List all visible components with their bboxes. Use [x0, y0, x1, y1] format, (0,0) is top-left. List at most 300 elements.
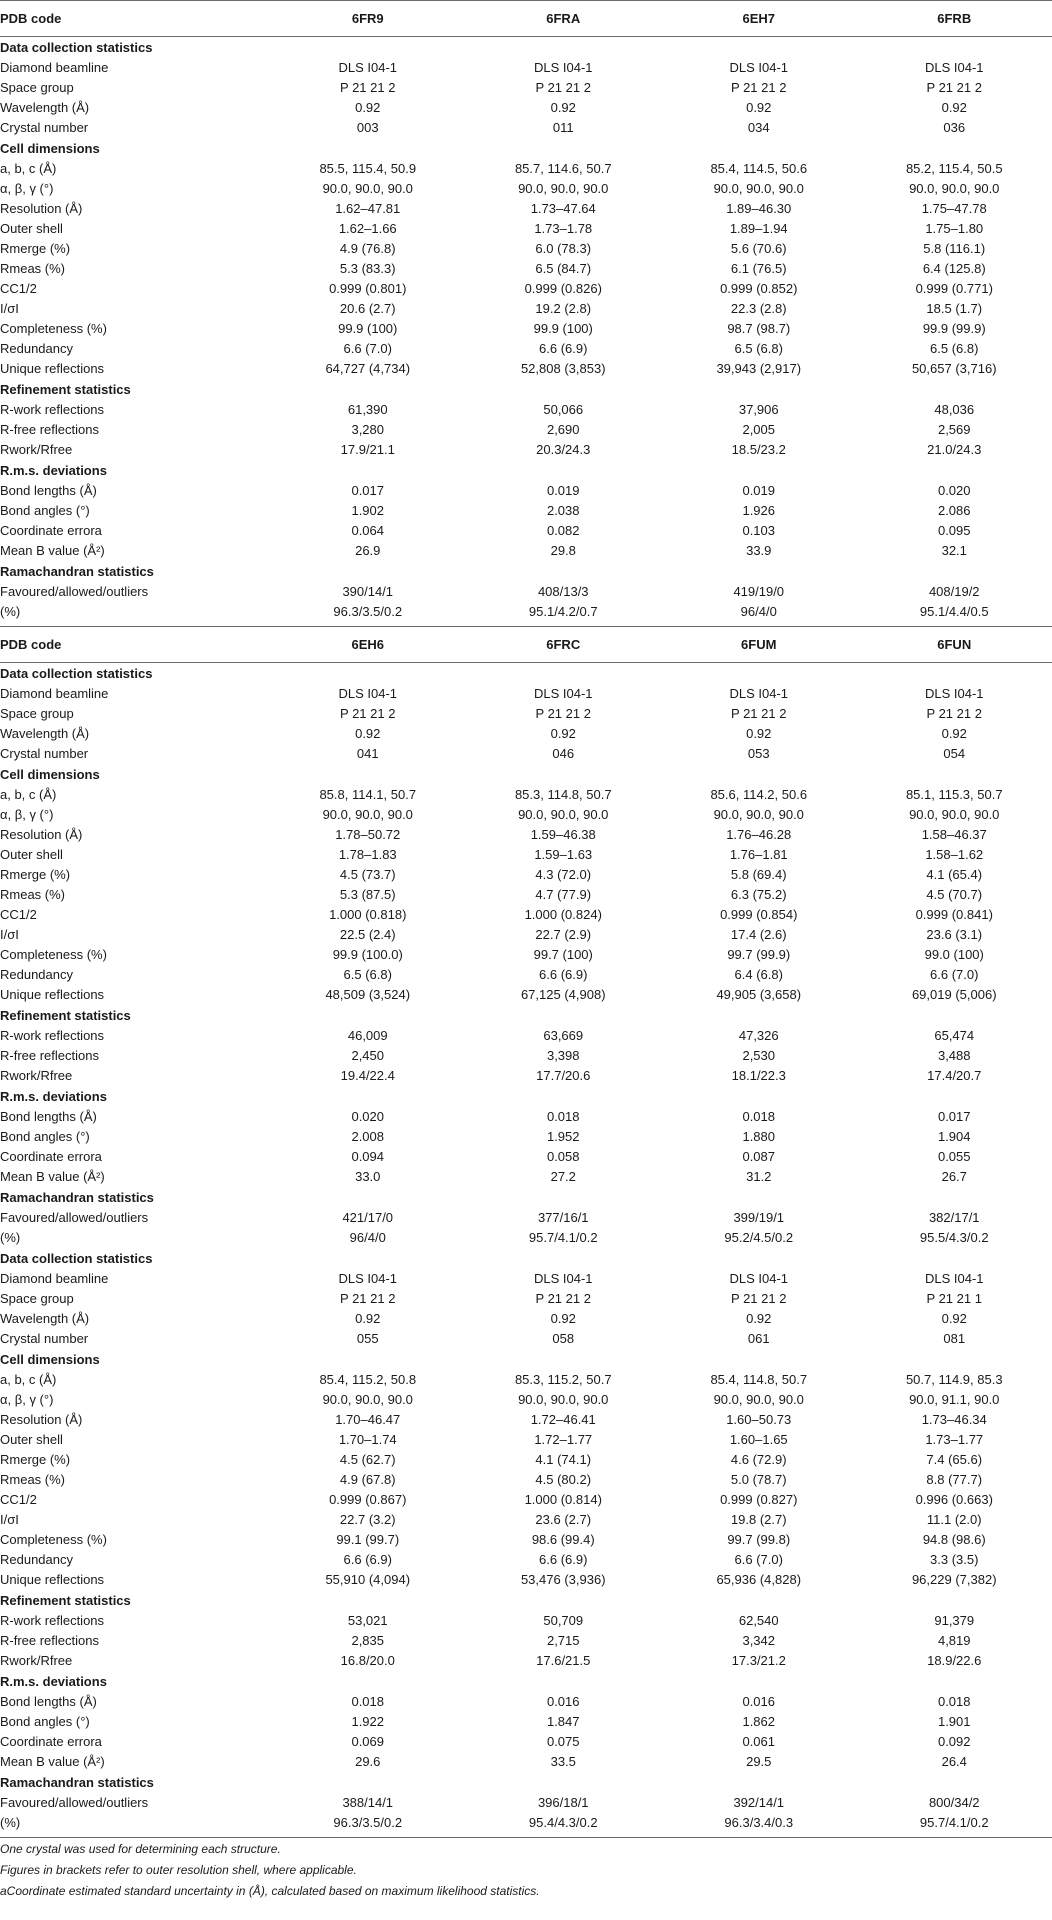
row-label: α, β, γ (°): [0, 807, 54, 822]
table-row: [0, 199, 1052, 219]
cell-value: 22.3 (2.8): [730, 301, 787, 316]
cell-value: 3,488: [937, 1048, 971, 1063]
cell-value: 33.0: [355, 1169, 381, 1184]
cell-value: 6.6 (6.9): [539, 967, 588, 982]
table-row: [0, 1026, 1052, 1046]
cell-value: 0.92: [941, 100, 967, 115]
cell-value: 95.4/4.3/0.2: [466, 1813, 662, 1838]
table-row: [0, 1490, 1052, 1510]
cell-value: 1.75–1.80: [925, 221, 984, 236]
cell-value: P 21 21 2: [340, 1291, 396, 1306]
section-title: Cell dimensions: [0, 141, 100, 156]
cell-value: 85.8, 114.1, 50.7: [319, 787, 417, 802]
cell-value: 1.73–1.78: [534, 221, 593, 236]
cell-value: 0.92: [550, 1311, 576, 1326]
cell-value: 053: [747, 746, 770, 761]
cell-value: DLS I04-1: [729, 60, 789, 75]
row-label: Favoured/allowed/outliers: [0, 584, 149, 599]
row-label: Resolution (Å): [0, 1412, 83, 1427]
cell-value: 4.6 (72.9): [730, 1452, 787, 1467]
cell-value: 1.60–50.73: [726, 1412, 792, 1427]
cell-value: 17.4 (2.6): [730, 927, 787, 942]
header-row: [0, 1, 1052, 37]
cell-value: 37,906: [738, 402, 779, 417]
section-title: Ramachandran statistics: [0, 1775, 154, 1790]
cell-value: 061: [747, 1331, 770, 1346]
table-row: [0, 1228, 1052, 1248]
row-label: a, b, c (Å): [0, 787, 57, 802]
cell-value: 0.996 (0.663): [915, 1492, 993, 1507]
cell-value: 91,379: [934, 1613, 975, 1628]
table-row: [0, 1370, 1052, 1390]
cell-value: 96/4/0: [349, 1230, 386, 1245]
cell-value: 081: [943, 1331, 966, 1346]
cell-value: 6.6 (7.0): [343, 341, 392, 356]
section-row: [0, 1671, 1052, 1692]
cell-value: 27.2: [550, 1169, 576, 1184]
cell-value: 96.3/3.5/0.2: [270, 1813, 466, 1838]
cell-value: 0.999 (0.854): [720, 907, 798, 922]
cell-value: 1.62–1.66: [338, 221, 397, 236]
pdb-code: 6EH6: [270, 627, 466, 663]
cell-value: 85.2, 115.4, 50.5: [905, 161, 1003, 176]
cell-value: 50,066: [543, 402, 584, 417]
table-row: [0, 521, 1052, 541]
cell-value: 33.9: [746, 543, 772, 558]
cell-value: 4.1 (74.1): [535, 1452, 592, 1467]
cell-value: 0.92: [746, 726, 772, 741]
cell-value: 48,036: [934, 402, 975, 417]
row-label: Favoured/allowed/outliers: [0, 1210, 149, 1225]
cell-value: 390/14/1: [342, 584, 394, 599]
table-row: [0, 684, 1052, 704]
cell-value: 4.9 (76.8): [339, 241, 396, 256]
row-label: Diamond beamline: [0, 60, 109, 75]
cell-value: 99.7 (100): [533, 947, 593, 962]
cell-value: 6.6 (7.0): [734, 1552, 783, 1567]
cell-value: 0.017: [937, 1109, 971, 1124]
cell-value: 2,690: [546, 422, 580, 437]
table-row: [0, 1470, 1052, 1490]
row-label: Wavelength (Å): [0, 726, 90, 741]
cell-value: 1.89–1.94: [729, 221, 788, 236]
cell-value: 055: [356, 1331, 379, 1346]
table-row: [0, 359, 1052, 379]
table-row: [0, 400, 1052, 420]
row-label: Rmeas (%): [0, 887, 66, 902]
table-row: [0, 1732, 1052, 1752]
cell-value: 65,936 (4,828): [716, 1572, 802, 1587]
row-label: CC1/2: [0, 1492, 37, 1507]
table-row: [0, 1752, 1052, 1772]
cell-value: 17.6/21.5: [536, 1653, 591, 1668]
cell-value: 0.92: [746, 100, 772, 115]
row-label: Wavelength (Å): [0, 1311, 90, 1326]
cell-value: 4.7 (77.9): [535, 887, 592, 902]
row-label: Mean B value (Å²): [0, 1169, 105, 1184]
row-label: (%): [0, 1813, 270, 1838]
cell-value: 046: [552, 746, 575, 761]
table-row: [0, 785, 1052, 805]
row-label: R-work reflections: [0, 402, 105, 417]
table-row: [0, 1430, 1052, 1450]
cell-value: 1.952: [546, 1129, 580, 1144]
cell-value: 0.103: [742, 523, 776, 538]
cell-value: 4.1 (65.4): [926, 867, 983, 882]
cell-value: 0.018: [742, 1109, 776, 1124]
cell-value: 0.075: [546, 1734, 580, 1749]
table-row: [0, 1450, 1052, 1470]
cell-value: 33.5: [550, 1754, 576, 1769]
cell-value: 90.0, 90.0, 90.0: [909, 807, 1000, 822]
cell-value: 1.000 (0.824): [524, 907, 602, 922]
cell-value: 0.092: [937, 1734, 971, 1749]
table-row: [0, 602, 1052, 627]
cell-value: 0.018: [937, 1694, 971, 1709]
cell-value: 1.60–1.65: [729, 1432, 788, 1447]
section-row: [0, 561, 1052, 582]
cell-value: 95.7/4.1/0.2: [528, 1230, 598, 1245]
cell-value: DLS I04-1: [924, 1271, 984, 1286]
row-label: Unique reflections: [0, 987, 105, 1002]
table-row: [0, 420, 1052, 440]
table-row: [0, 1107, 1052, 1127]
pdb-code-header: PDB code: [0, 627, 270, 663]
row-label: Bond angles (°): [0, 1714, 90, 1729]
section-title: Ramachandran statistics: [0, 564, 154, 579]
table-row: [0, 1510, 1052, 1530]
row-label: Mean B value (Å²): [0, 543, 105, 558]
table-row: [0, 1651, 1052, 1671]
table-row: [0, 339, 1052, 359]
cell-value: 5.8 (69.4): [730, 867, 787, 882]
row-label: Diamond beamline: [0, 1271, 109, 1286]
cell-value: 96.3/3.5/0.2: [270, 602, 466, 627]
cell-value: 1.72–46.41: [530, 1412, 596, 1427]
cell-value: 2,005: [742, 422, 776, 437]
cell-value: 421/17/0: [342, 1210, 394, 1225]
row-label: I/σI: [0, 301, 19, 316]
table-row: [0, 58, 1052, 78]
cell-value: 6.5 (84.7): [535, 261, 592, 276]
section-title: Cell dimensions: [0, 1352, 100, 1367]
row-label: a, b, c (Å): [0, 1372, 57, 1387]
table-footnotes: [0, 1840, 1052, 1901]
cell-value: 85.1, 115.3, 50.7: [905, 787, 1003, 802]
cell-value: 1.922: [351, 1714, 385, 1729]
row-label: Rmerge (%): [0, 1452, 71, 1467]
cell-value: P 21 21 2: [731, 706, 787, 721]
table-row: [0, 1410, 1052, 1430]
table-row: [0, 159, 1052, 179]
cell-value: 20.3/24.3: [536, 442, 591, 457]
cell-value: 47,326: [738, 1028, 779, 1043]
cell-value: 90.0, 90.0, 90.0: [909, 181, 1000, 196]
row-label: Rmeas (%): [0, 261, 66, 276]
cell-value: 1.880: [742, 1129, 776, 1144]
cell-value: 1.73–47.64: [530, 201, 596, 216]
cell-value: 64,727 (4,734): [325, 361, 411, 376]
section-title: R.m.s. deviations: [0, 463, 107, 478]
table-row: [0, 704, 1052, 724]
cell-value: 26.7: [941, 1169, 967, 1184]
cell-value: 26.9: [355, 543, 381, 558]
cell-value: 3,398: [546, 1048, 580, 1063]
cell-value: 26.4: [941, 1754, 967, 1769]
cell-value: 0.055: [937, 1149, 971, 1164]
cell-value: 041: [356, 746, 379, 761]
cell-value: 1.58–1.62: [925, 847, 984, 862]
cell-value: 0.92: [355, 726, 381, 741]
cell-value: 6.6 (6.9): [539, 341, 588, 356]
section-row: [0, 379, 1052, 400]
cell-value: 0.016: [546, 1694, 580, 1709]
row-label: Outer shell: [0, 1432, 63, 1447]
row-label: Mean B value (Å²): [0, 1754, 105, 1769]
cell-value: 53,476 (3,936): [520, 1572, 606, 1587]
cell-value: 4.9 (67.8): [339, 1472, 396, 1487]
cell-value: 4.5 (80.2): [535, 1472, 592, 1487]
cell-value: P 21 21 2: [535, 706, 591, 721]
cell-value: DLS I04-1: [729, 1271, 789, 1286]
section-row: [0, 1248, 1052, 1269]
cell-value: 1.862: [742, 1714, 776, 1729]
cell-value: 29.5: [746, 1754, 772, 1769]
cell-value: 0.92: [941, 1311, 967, 1326]
cell-value: 3,342: [742, 1633, 776, 1648]
cell-value: 90.0, 90.0, 90.0: [713, 181, 804, 196]
cell-value: 5.8 (116.1): [923, 241, 986, 256]
cell-value: 85.6, 114.2, 50.6: [710, 787, 808, 802]
cell-value: 6.4 (6.8): [734, 967, 783, 982]
table-row: [0, 98, 1052, 118]
table-row: [0, 1611, 1052, 1631]
row-label: Redundancy: [0, 341, 73, 356]
cell-value: 1.75–47.78: [921, 201, 987, 216]
cell-value: 99.0 (100): [924, 947, 984, 962]
cell-value: DLS I04-1: [729, 686, 789, 701]
cell-value: P 21 21 2: [340, 80, 396, 95]
cell-value: 11.1 (2.0): [926, 1512, 982, 1527]
cell-value: 17.9/21.1: [340, 442, 395, 457]
row-label: (%): [0, 602, 270, 627]
cell-value: 67,125 (4,908): [520, 987, 606, 1002]
table-row: [0, 805, 1052, 825]
cell-value: 6.5 (6.8): [930, 341, 979, 356]
pdb-code: 6FUN: [857, 627, 1052, 663]
table-row: [0, 1813, 1052, 1838]
footnote: One crystal was used for determining each structure.: [0, 1842, 281, 1856]
row-label: (%): [0, 1230, 21, 1245]
cell-value: 32.1: [941, 543, 967, 558]
cell-value: 0.095: [937, 523, 971, 538]
row-label: Bond angles (°): [0, 503, 90, 518]
section-row: [0, 663, 1052, 685]
cell-value: 036: [943, 120, 966, 135]
section-title: R.m.s. deviations: [0, 1674, 107, 1689]
row-label: Rmerge (%): [0, 867, 71, 882]
row-label: Diamond beamline: [0, 686, 109, 701]
table-row: [0, 885, 1052, 905]
cell-value: 85.5, 115.4, 50.9: [319, 161, 417, 176]
cell-value: 94.8 (98.6): [922, 1532, 986, 1547]
cell-value: 0.92: [746, 1311, 772, 1326]
row-label: Rwork/Rfree: [0, 1068, 73, 1083]
cell-value: 95.7/4.1/0.2: [857, 1813, 1052, 1838]
cell-value: 19.8 (2.7): [730, 1512, 787, 1527]
table-row: [0, 582, 1052, 602]
header-row: [0, 627, 1052, 663]
cell-value: 18.5/23.2: [731, 442, 786, 457]
section-row: [0, 460, 1052, 481]
cell-value: 17.3/21.2: [731, 1653, 786, 1668]
cell-value: 29.6: [355, 1754, 381, 1769]
cell-value: 054: [943, 746, 966, 761]
cell-value: 2.008: [351, 1129, 385, 1144]
table-row: [0, 1046, 1052, 1066]
row-label: R-free reflections: [0, 1633, 99, 1648]
cell-value: 63,669: [543, 1028, 584, 1043]
section-row: [0, 1086, 1052, 1107]
footnote: aCoordinate estimated standard uncertainty in (Å), calculated based on maximum likelihood statistics.: [0, 1884, 540, 1898]
cell-value: 399/19/1: [733, 1210, 785, 1225]
table-row: [0, 501, 1052, 521]
cell-value: 3.3 (3.5): [930, 1552, 979, 1567]
cell-value: 377/16/1: [537, 1210, 589, 1225]
cell-value: DLS I04-1: [533, 60, 593, 75]
cell-value: DLS I04-1: [338, 60, 398, 75]
cell-value: 5.3 (83.3): [339, 261, 396, 276]
table-row: [0, 1127, 1052, 1147]
cell-value: 23.6 (2.7): [535, 1512, 592, 1527]
cell-value: 0.92: [941, 726, 967, 741]
row-label: Space group: [0, 706, 74, 721]
cell-value: 0.999 (0.867): [329, 1492, 407, 1507]
table-row: [0, 1712, 1052, 1732]
row-label: α, β, γ (°): [0, 1392, 54, 1407]
cell-value: 85.4, 114.8, 50.7: [710, 1372, 808, 1387]
cell-value: 1.78–50.72: [335, 827, 401, 842]
cell-value: 96/4/0: [661, 602, 857, 627]
cell-value: 408/13/3: [537, 584, 589, 599]
section-title: Data collection statistics: [0, 1251, 153, 1266]
row-label: Completeness (%): [0, 1532, 107, 1547]
cell-value: 2.038: [546, 503, 580, 518]
cell-value: P 21 21 2: [731, 80, 787, 95]
cell-value: 1.58–46.37: [921, 827, 987, 842]
section-row: [0, 1005, 1052, 1026]
cell-value: 49,905 (3,658): [716, 987, 802, 1002]
table-row: [0, 319, 1052, 339]
cell-value: 90.0, 90.0, 90.0: [518, 1392, 609, 1407]
section-row: [0, 37, 1052, 59]
cell-value: 22.7 (3.2): [339, 1512, 396, 1527]
cell-value: 48,509 (3,524): [325, 987, 411, 1002]
cell-value: 85.4, 114.5, 50.6: [710, 161, 808, 176]
row-label: I/σI: [0, 927, 19, 942]
cell-value: P 21 21 2: [926, 706, 982, 721]
cell-value: 0.999 (0.827): [720, 1492, 798, 1507]
row-label: Rwork/Rfree: [0, 442, 73, 457]
row-label: Outer shell: [0, 221, 63, 236]
cell-value: 85.7, 114.6, 50.7: [514, 161, 612, 176]
table-row: [0, 259, 1052, 279]
cell-value: 90.0, 90.0, 90.0: [322, 807, 413, 822]
cell-value: 003: [356, 120, 379, 135]
cell-value: 20.6 (2.7): [339, 301, 396, 316]
cell-value: 5.0 (78.7): [730, 1472, 787, 1487]
row-label: Unique reflections: [0, 361, 105, 376]
cell-value: 6.6 (7.0): [930, 967, 979, 982]
cell-value: 034: [747, 120, 770, 135]
cell-value: 6.5 (6.8): [734, 341, 783, 356]
cell-value: 1.70–1.74: [338, 1432, 397, 1447]
cell-value: 5.6 (70.6): [730, 241, 787, 256]
cell-value: 0.999 (0.801): [329, 281, 407, 296]
section-row: [0, 1187, 1052, 1208]
row-label: Bond angles (°): [0, 1129, 90, 1144]
row-label: Space group: [0, 80, 74, 95]
cell-value: 22.5 (2.4): [339, 927, 396, 942]
table-row: [0, 78, 1052, 98]
row-label: Rmeas (%): [0, 1472, 66, 1487]
cell-value: 18.9/22.6: [927, 1653, 982, 1668]
cell-value: 382/17/1: [928, 1210, 980, 1225]
cell-value: 18.1/22.3: [731, 1068, 786, 1083]
cell-value: 53,021: [347, 1613, 388, 1628]
table-row: [0, 1570, 1052, 1590]
cell-value: 0.058: [546, 1149, 580, 1164]
section-row: [0, 1349, 1052, 1370]
row-label: R-work reflections: [0, 1613, 105, 1628]
cell-value: P 21 21 2: [535, 1291, 591, 1306]
row-label: Coordinate errora: [0, 1734, 102, 1749]
cell-value: 5.3 (87.5): [339, 887, 396, 902]
cell-value: 90.0, 90.0, 90.0: [713, 1392, 804, 1407]
section-title: Cell dimensions: [0, 767, 100, 782]
row-label: Resolution (Å): [0, 827, 83, 842]
cell-value: 0.999 (0.841): [915, 907, 993, 922]
table-row: [0, 925, 1052, 945]
cell-value: 419/19/0: [733, 584, 785, 599]
cell-value: 0.999 (0.852): [720, 281, 798, 296]
cell-value: DLS I04-1: [533, 686, 593, 701]
cell-value: 52,808 (3,853): [520, 361, 606, 376]
table-row: [0, 1147, 1052, 1167]
cell-value: 8.8 (77.7): [926, 1472, 983, 1487]
cell-value: 1.78–1.83: [338, 847, 397, 862]
cell-value: 99.9 (100): [533, 321, 593, 336]
cell-value: DLS I04-1: [924, 60, 984, 75]
row-label: Crystal number: [0, 120, 89, 135]
section-row: [0, 764, 1052, 785]
row-label: Rwork/Rfree: [0, 1653, 73, 1668]
cell-value: 99.7 (99.8): [727, 1532, 791, 1547]
cell-value: 1.76–1.81: [729, 847, 788, 862]
cell-value: 2,569: [937, 422, 971, 437]
cell-value: 90.0, 90.0, 90.0: [713, 807, 804, 822]
cell-value: 55,910 (4,094): [325, 1572, 411, 1587]
cell-value: 0.020: [351, 1109, 385, 1124]
table-row: [0, 1692, 1052, 1712]
section-title: Refinement statistics: [0, 1008, 131, 1023]
cell-value: 0.019: [546, 483, 580, 498]
table-row: [0, 279, 1052, 299]
row-label: I/σI: [0, 1512, 19, 1527]
row-label: Bond lengths (Å): [0, 1694, 97, 1709]
cell-value: DLS I04-1: [924, 686, 984, 701]
cell-value: 85.3, 115.2, 50.7: [514, 1372, 612, 1387]
